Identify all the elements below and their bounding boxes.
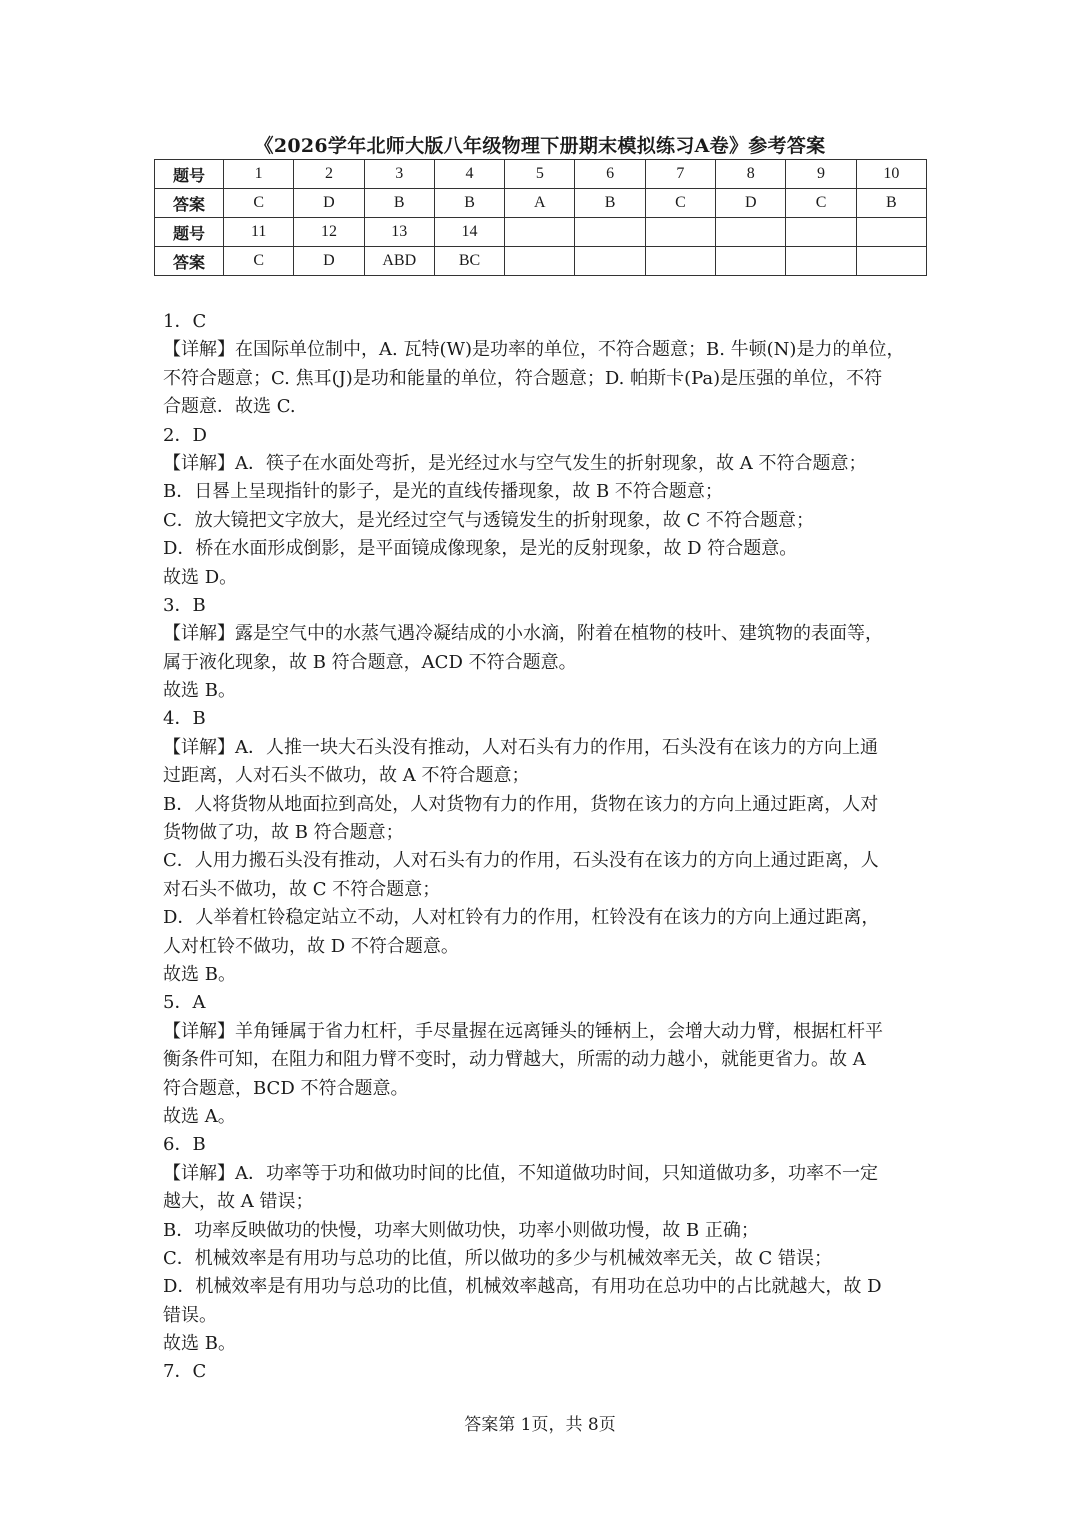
text-line: C．人用力搬石头没有推动，人对石头有力的作用，石头没有在该力的方向上通过距离，人 <box>163 850 879 872</box>
text-line: 故选 A。 <box>163 1105 236 1127</box>
text-line: 合题意．故选 C. <box>163 396 296 418</box>
table-cell: 13 <box>364 218 434 247</box>
page-footer: 答案第 1页，共 8页 <box>464 1415 616 1435</box>
text-line: 【详解】A．筷子在水面处弯折，是光经过水与空气发生的折射现象，故 A 不符合题意； <box>163 452 867 474</box>
table-cell <box>716 247 786 276</box>
table-cell <box>786 247 856 276</box>
text-line: 【详解】羊角锤属于省力杠杆，手尽量握在远离锤头的锤柄上，会增大动力臂，根据杠杆平 <box>163 1020 883 1042</box>
row-header: 题号 <box>155 160 224 189</box>
text-line: D．人举着杠铃稳定站立不动，人对杠铃有力的作用，杠铃没有在该力的方向上通过距离， <box>163 907 880 929</box>
table-cell: 1 <box>224 160 294 189</box>
table-cell <box>575 247 645 276</box>
text-line: 不符合题意；C. 焦耳(J)是功和能量的单位，符合题意；D. 帕斯卡(Pa)是压强的单位，不符 <box>163 367 883 389</box>
table-cell: C <box>786 189 856 218</box>
table-row <box>155 218 927 247</box>
text-line: D．桥在水面形成倒影，是平面镜成像现象，是光的反射现象，故 D 符合题意。 <box>163 538 798 560</box>
answer-explanations <box>163 308 923 1387</box>
text-line: 人对杠铃不做功，故 D 不符合题意。 <box>163 935 459 957</box>
table-cell: 3 <box>364 160 434 189</box>
table-cell <box>856 218 926 247</box>
table-cell: 7 <box>645 160 715 189</box>
table-cell: D <box>294 247 364 276</box>
table-cell: BC <box>434 247 504 276</box>
table-cell: 10 <box>856 160 926 189</box>
table-cell: 11 <box>224 218 294 247</box>
table-cell: D <box>294 189 364 218</box>
text-line: 故选 D。 <box>163 566 238 588</box>
table-cell <box>505 218 575 247</box>
text-line: 故选 B。 <box>163 1333 236 1355</box>
table-cell: 14 <box>434 218 504 247</box>
text-line: C．放大镜把文字放大，是光经过空气与透镜发生的折射现象，故 C 不符合题意； <box>163 509 814 531</box>
table-cell: 12 <box>294 218 364 247</box>
table-cell <box>645 218 715 247</box>
row-header: 答案 <box>155 247 224 276</box>
text-line: B．功率反映做功的快慢，功率大则做功快，功率小则做功慢，故 B 正确； <box>163 1219 759 1241</box>
table-row <box>155 189 927 218</box>
text-line: B．人将货物从地面拉到高处，人对货物有力的作用，货物在该力的方向上通过距离，人对 <box>163 793 879 815</box>
text-line: D．机械效率是有用功与总功的比值，机械效率越高，有用功在总功中的占比就越大，故 D <box>163 1276 882 1298</box>
table-cell: B <box>364 189 434 218</box>
table-cell: 2 <box>294 160 364 189</box>
answer-table <box>154 159 927 276</box>
table-cell <box>645 247 715 276</box>
table-cell: ABD <box>364 247 434 276</box>
text-line: 故选 B。 <box>163 680 236 702</box>
text-line: 衡条件可知，在阻力和阻力臂不变时，动力臂越大，所需的动力越小，就能更省力。故 A <box>163 1049 866 1071</box>
table-cell <box>786 218 856 247</box>
table-cell <box>505 247 575 276</box>
text-line: 7．C <box>163 1361 207 1383</box>
row-header: 答案 <box>155 189 224 218</box>
text-line: 【详解】A．功率等于功和做功时间的比值，不知道做功时间，只知道做功多，功率不一定 <box>163 1162 878 1184</box>
text-line: 6．B <box>163 1134 206 1156</box>
text-line: 5．A <box>163 992 206 1014</box>
text-line: 对石头不做功，故 C 不符合题意； <box>163 878 441 900</box>
table-cell: C <box>224 189 294 218</box>
table-cell: B <box>434 189 504 218</box>
table-cell: 6 <box>575 160 645 189</box>
table-cell: 5 <box>505 160 575 189</box>
table-cell: 4 <box>434 160 504 189</box>
table-cell: B <box>856 189 926 218</box>
table-cell: C <box>645 189 715 218</box>
text-line: 【详解】A．人推一块大石头没有推动，人对石头有力的作用，石头没有在该力的方向上通 <box>163 736 878 758</box>
text-line: B．日晷上呈现指针的影子，是光的直线传播现象，故 B 不符合题意； <box>163 481 723 503</box>
table-cell <box>716 218 786 247</box>
text-line: 【详解】露是空气中的水蒸气遇冷凝结成的小水滴，附着在植物的枝叶、建筑物的表面等， <box>163 623 883 645</box>
text-line: 错误。 <box>163 1304 217 1326</box>
row-header: 题号 <box>155 218 224 247</box>
table-cell: B <box>575 189 645 218</box>
text-line: 3．B <box>163 594 206 616</box>
text-line: 属于液化现象，故 B 符合题意，ACD 不符合题意。 <box>163 651 577 673</box>
text-line: 故选 B。 <box>163 963 236 985</box>
table-cell: A <box>505 189 575 218</box>
page-title: 《2026学年北师大版八年级物理下册期末模拟练习A卷》参考答案 <box>254 135 826 157</box>
text-line: 2．D <box>163 424 207 446</box>
text-line: 【详解】在国际单位制中，A. 瓦特(W)是功率的单位，不符合题意；B. 牛顿(N)是力的单位， <box>163 339 905 361</box>
table-cell: D <box>716 189 786 218</box>
text-line: 符合题意，BCD 不符合题意。 <box>163 1077 409 1099</box>
text-line: 4．B <box>163 708 206 730</box>
text-line: C．机械效率是有用功与总功的比值，所以做功的多少与机械效率无关，故 C 错误； <box>163 1247 832 1269</box>
text-line: 越大，故 A 错误； <box>163 1191 314 1213</box>
table-cell <box>575 218 645 247</box>
table-row <box>155 160 927 189</box>
text-line: 过距离，人对石头不做功，故 A 不符合题意； <box>163 765 530 787</box>
table-cell: C <box>224 247 294 276</box>
table-cell <box>856 247 926 276</box>
text-line: 货物做了功，故 B 符合题意； <box>163 822 404 844</box>
text-line: 1．C <box>163 311 207 332</box>
table-row <box>155 247 927 276</box>
table-cell: 9 <box>786 160 856 189</box>
table-cell: 8 <box>716 160 786 189</box>
